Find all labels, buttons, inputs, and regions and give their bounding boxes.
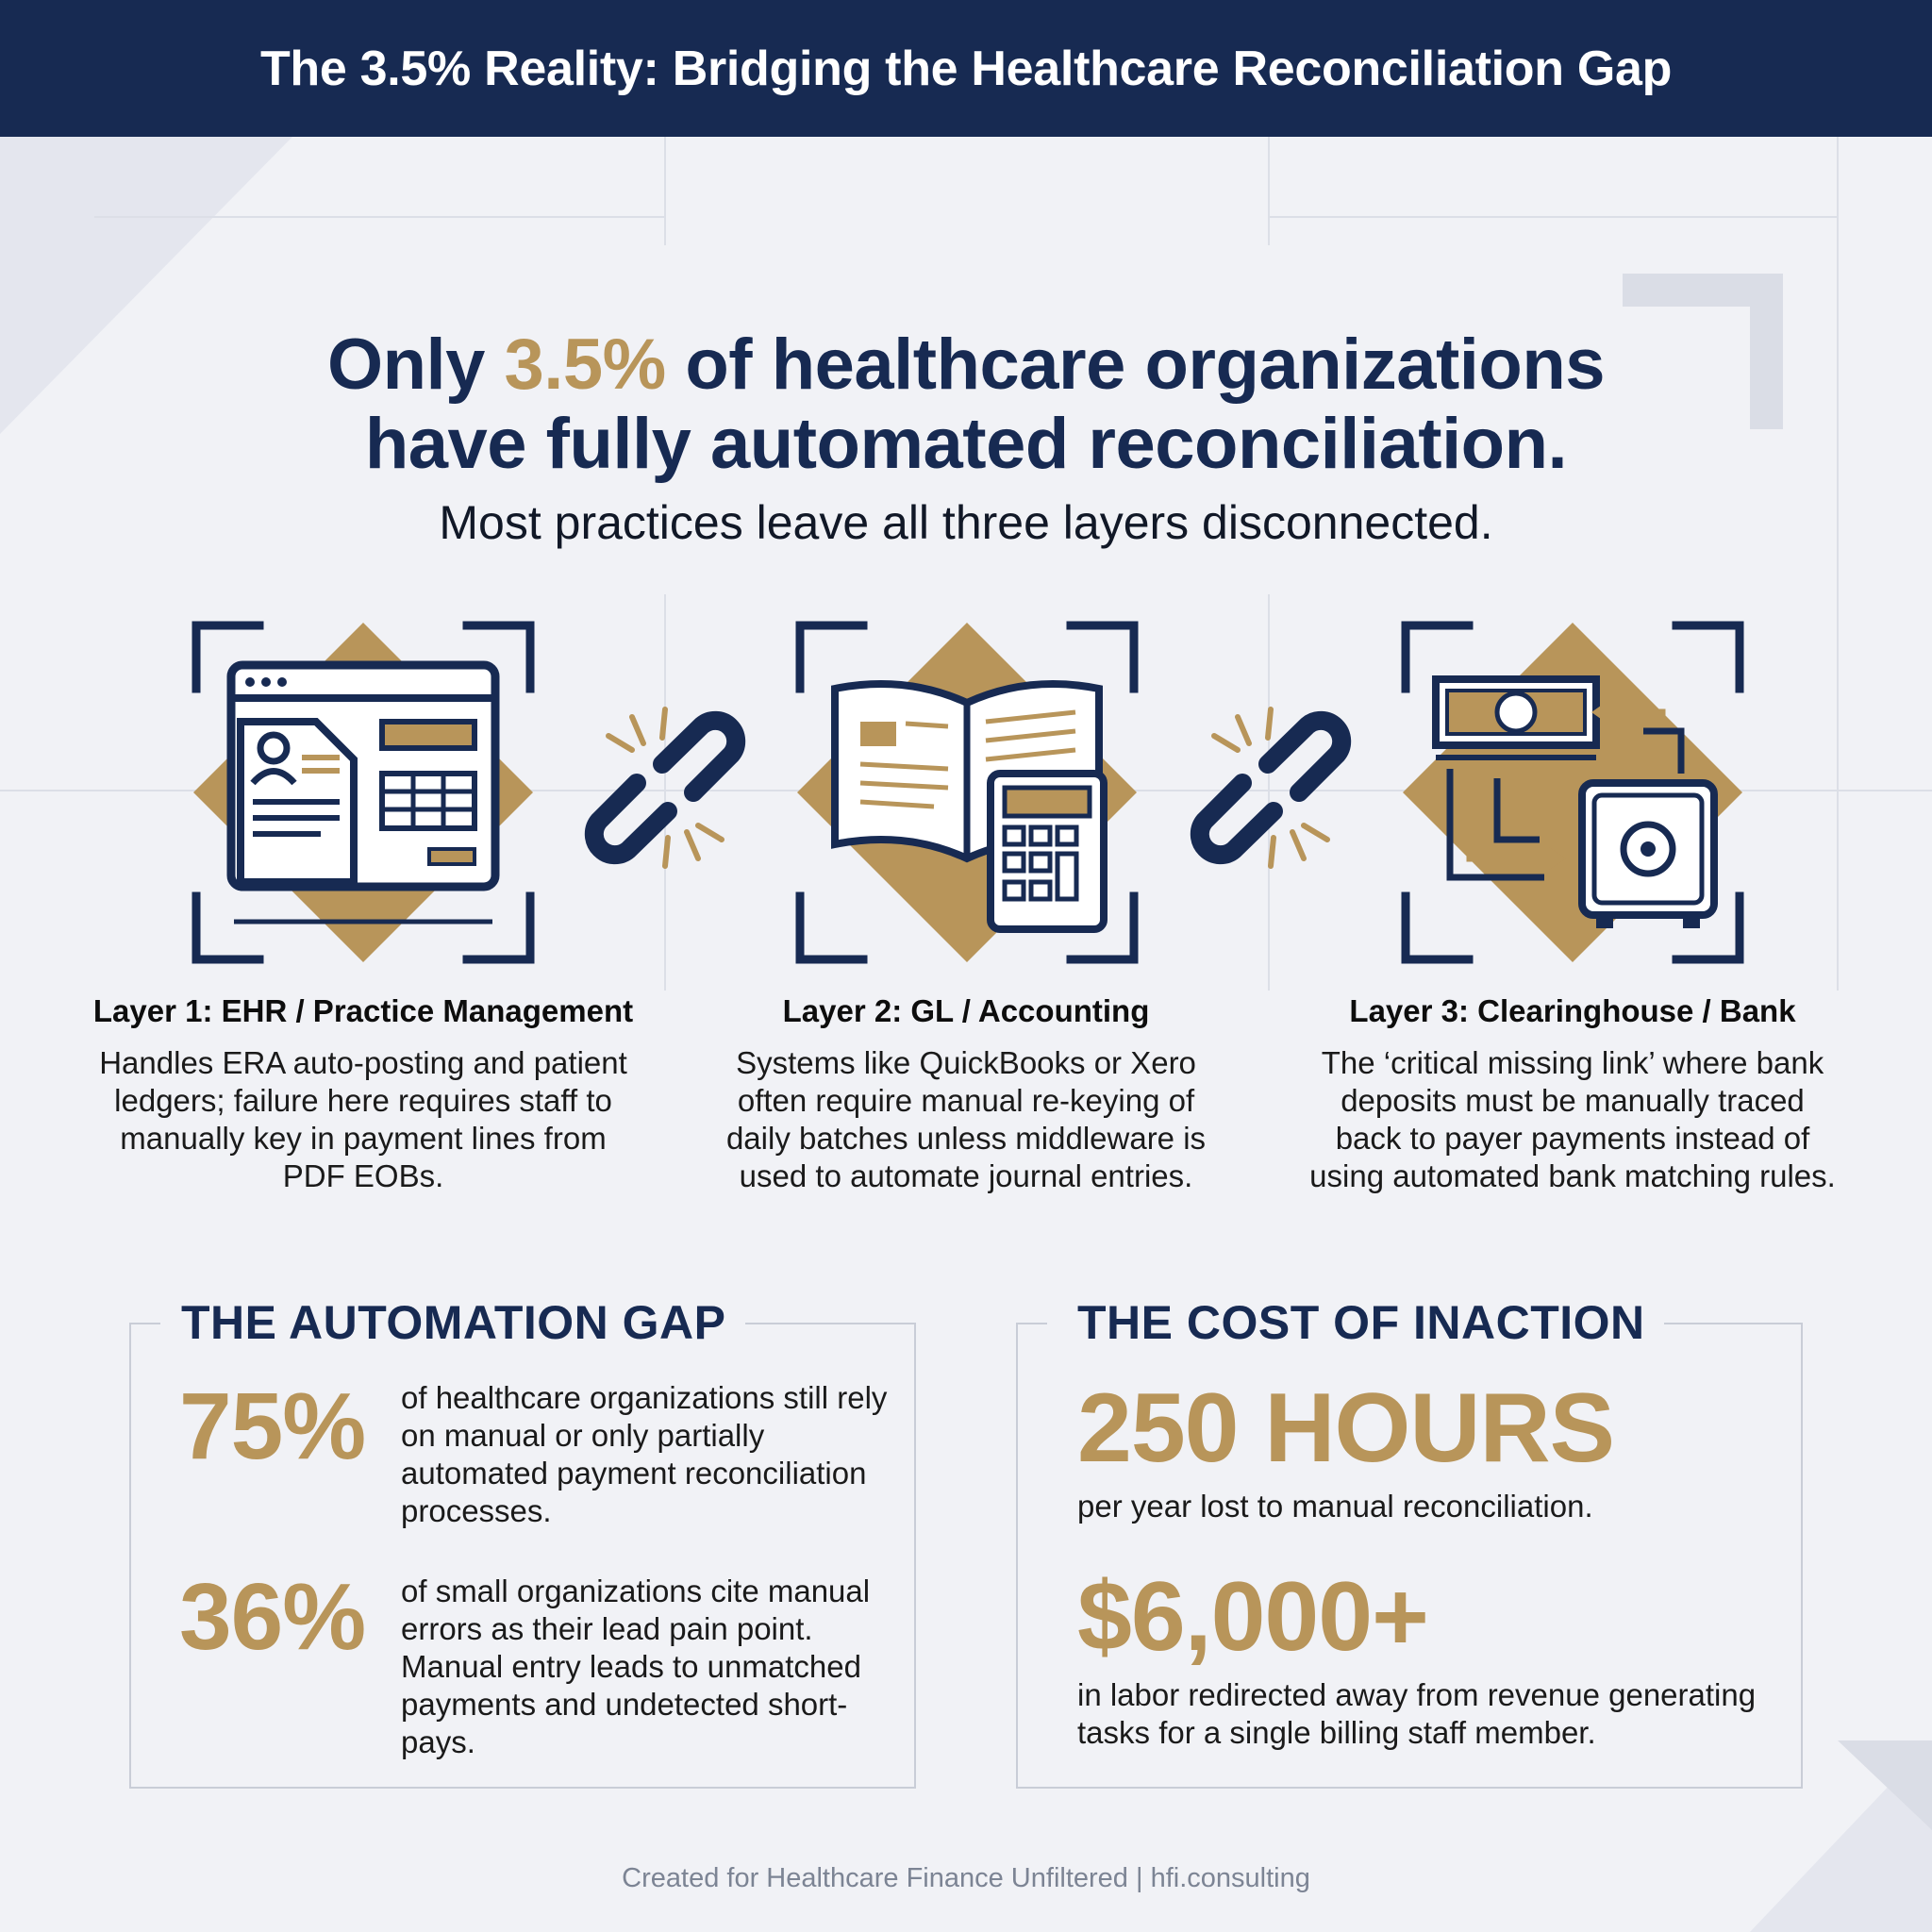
cash-safe-transfer-icon [1398,618,1747,967]
ledger-calculator-icon [792,618,1141,967]
layer-3-title: Layer 3: Clearinghouse / Bank [1349,993,1796,1028]
hero-accent-percent: 3.5% [504,325,666,405]
stat-250-hours: 250 HOURS [1077,1374,1614,1483]
layer-1-title: Layer 1: EHR / Practice Management [92,993,634,1028]
layer-2-description: Systems like QuickBooks or Xero often require manual re-keying of daily batches unless middleware is used to automate journal entries. [725,1045,1207,1193]
hero-subheading: Most practices leave all three layers disconnected. [439,496,1493,549]
hero-line-1-suffix: of healthcare organizations [665,325,1606,405]
ehr-document-icon [189,618,538,967]
stat-250-hours-description: per year lost to manual reconciliation. [1077,1489,1593,1524]
footer-credit: Created for Healthcare Finance Unfiltered | hfi.consulting [622,1863,1310,1893]
stat-36-percent: 36% [179,1564,366,1670]
cost-of-inaction-title: THE COST OF INACTION [1058,1295,1664,1350]
stat-6000-dollars: $6,000+ [1077,1562,1428,1672]
layer-1-description: Handles ERA auto-posting and patient ledgers; failure here requires staff to manually key in payment lines from PDF EOBs. [99,1045,627,1193]
stat-6000-description: in labor redirected away from revenue generating tasks for a single billing staff member. [1077,1677,1757,1750]
automation-gap-title: THE AUTOMATION GAP [162,1295,745,1350]
stat-75-description: of healthcare organizations still rely on manual or only partially automated payment reconciliation processes. [401,1380,888,1528]
hero-line-1 [0,325,1932,405]
broken-chain-icon [1162,698,1379,877]
header-title: The 3.5% Reality: Bridging the Healthcare Reconciliation Gap [0,0,1932,137]
layer-3-description: The ‘critical missing link’ where bank deposits must be manually traced back to payer payments instead of using automated bank matching rules. [1309,1045,1836,1193]
layer-2-title: Layer 2: GL / Accounting [782,993,1150,1028]
hero-headline [0,325,1932,484]
stat-75-percent: 75% [179,1374,366,1479]
stat-36-description: of small organizations cite manual errors as their lead pain point. Manual entry leads to unmatched payments and undetected short-pays. [401,1574,871,1759]
hero-line-1-prefix: Only [326,325,505,405]
broken-chain-icon [557,698,774,877]
hero-line-2: have fully automated reconciliation. [364,404,1568,484]
